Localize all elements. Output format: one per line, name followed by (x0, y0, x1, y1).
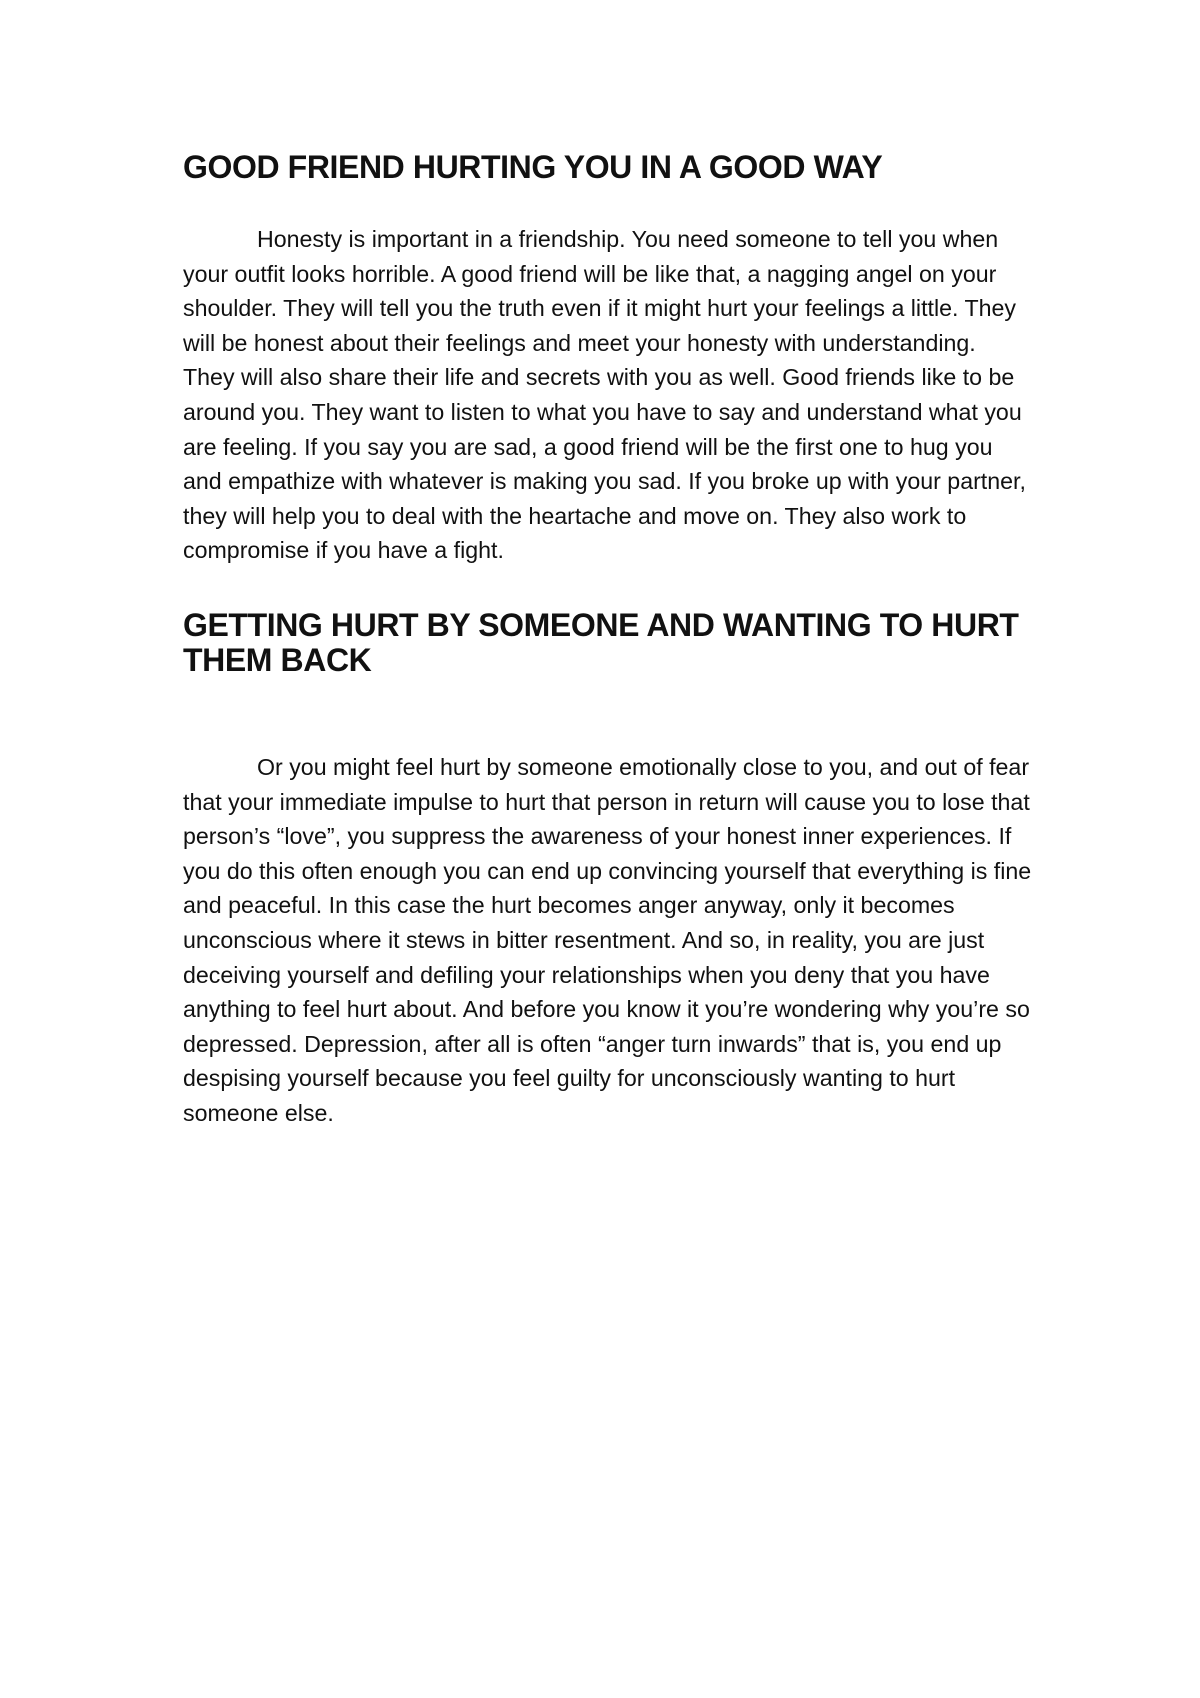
section-heading-good-friend: GOOD FRIEND HURTING YOU IN A GOOD WAY (183, 149, 883, 185)
paragraph-getting-hurt: Or you might feel hurt by someone emotionally close to you, and out of fear that your immediate impulse to hurt that person in return will cause you to lose that person’s “love”, you suppress the awareness of your honest inner experiences. If you do this often enough you can end up convincing yourself that everything is fine and peaceful. In this case the hurt becomes anger anyway, only it becomes unconscious where it stews in bitter resentment. And so, in reality, you are just deceiving yourself and defiling your relationships when you deny that you have anything to feel hurt about. And before you know it you’re wondering why you’re so depressed. Depression, after all is often “anger turn inwards” that is, you end up despising yourself because you feel guilty for unconsciously wanting to hurt someone else. (183, 753, 1032, 1126)
document-body (183, 150, 1033, 1130)
section-heading-getting-hurt: GETTING HURT BY SOMEONE AND WANTING TO HURT THEM BACK (183, 606, 1019, 678)
paragraph-good-friend: Honesty is important in a friendship. You need someone to tell you when your outfit looks horrible. A good friend will be like that, a nagging angel on your shoulder. They will tell you the truth even if it might hurt your feelings a little. They will be honest about their feelings and meet your honesty with understanding. They will also share their life and secrets with you as well. Good friends like to be around you. They want to listen to what you have to say and understand what you are feeling. If you say you are sad, a good friend will be the first one to hug you and empathize with whatever is making you sad. If you broke up with your partner, they will help you to deal with the heartache and move on. They also work to compromise if you have a fight. (183, 226, 1026, 564)
